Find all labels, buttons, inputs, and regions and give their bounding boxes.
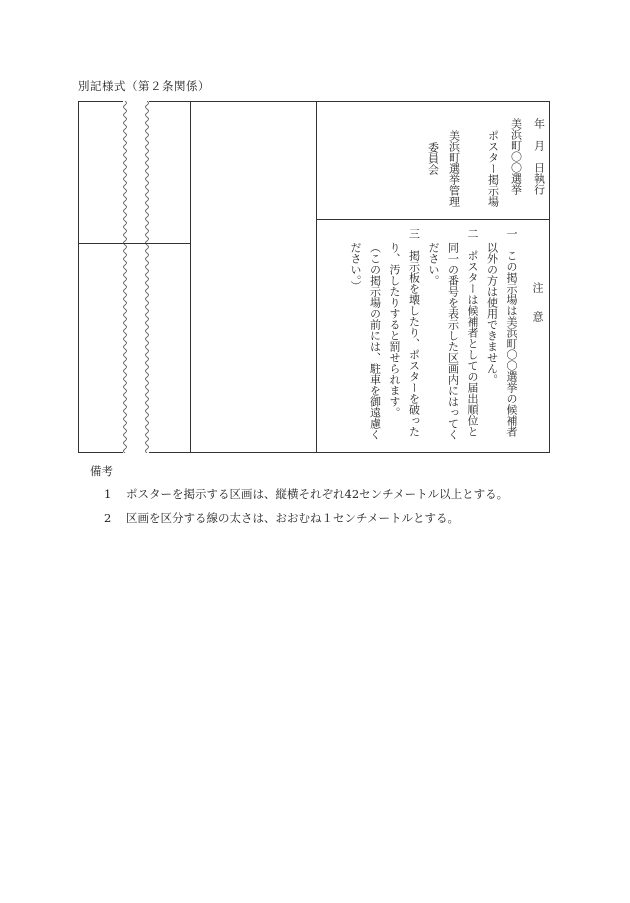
note-2-line-2: 同一の番号を表示した区画内にはってく: [446, 242, 460, 441]
committee-line-1: 美浜町選挙管理: [447, 130, 461, 207]
note-2-line-3: ださい。: [427, 242, 440, 287]
section-break-marker: [119, 101, 153, 453]
column-divider-2: [316, 102, 317, 452]
row-divider-right: [316, 219, 549, 220]
remark-1-number: 1: [104, 487, 112, 501]
date-line: 年 月 日執行: [532, 118, 546, 195]
poster-board-form: [78, 101, 550, 453]
note-1-line-2: 以外の方は使用できません。: [485, 242, 499, 386]
form-heading: 別記様式（第２条関係）: [78, 79, 210, 93]
notes-title: 注意: [531, 282, 544, 340]
note-3-line-3: （この掲示場の前には、駐車を御遠慮く: [368, 242, 382, 441]
remark-2-number: 2: [104, 511, 112, 525]
note-2-line-1: 二 ポスターは候補者としての届出順位と: [466, 228, 479, 437]
row-divider-left: [79, 243, 190, 244]
committee-line-2: 委員会: [426, 142, 440, 175]
remark-1-text: ポスターを掲示する区画は、縦横それぞれ42センチメートル以上とする。: [126, 487, 509, 501]
note-3-line-2: り、汚したりすると罰せられます。: [388, 242, 401, 419]
poster-board-label: ポスター掲示場: [486, 130, 500, 207]
election-name: 美浜町〇〇選挙: [509, 118, 523, 195]
column-divider-1: [190, 102, 191, 452]
remark-1: [104, 486, 508, 502]
note-1-line-1: 一 この掲示場は美浜町〇〇選挙の候補者: [505, 228, 518, 437]
remark-2: [104, 510, 459, 526]
remarks-title: 備考: [90, 464, 113, 478]
note-3-line-1: 三 掲示板を壊したり、ポスターを破った: [407, 228, 421, 437]
note-3-line-4: ださい。）: [349, 242, 362, 292]
remark-2-text: 区画を区分する線の太さは、おおむね１センチメートルとする。: [126, 511, 460, 525]
notes-list: [346, 228, 522, 440]
